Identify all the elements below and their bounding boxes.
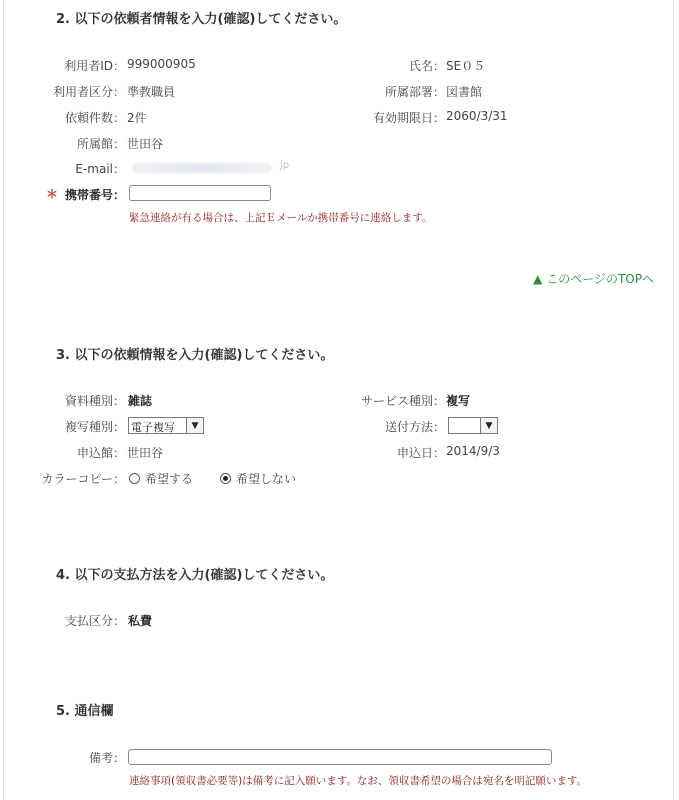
apply-library-value: 世田谷 [127, 446, 164, 460]
required-mark: ＊ [46, 187, 59, 201]
user-id-label: 利用者ID： [64, 59, 125, 73]
user-id-value: 999000905 [127, 57, 196, 71]
dept-label: 所属部署： [384, 85, 445, 99]
copy-type-select[interactable] [128, 417, 204, 434]
color-copy-label: カラーコピー： [41, 472, 125, 486]
email-suffix: jp [280, 160, 290, 171]
apply-date-value: 2014/9/3 [446, 444, 500, 458]
mobile-input[interactable] [129, 185, 271, 201]
apply-date-label: 申込日： [396, 446, 445, 460]
chevron-down-icon: ▼ [480, 418, 497, 433]
service-value: 複写 [446, 394, 471, 408]
expiry-label: 有効期限日： [372, 111, 445, 125]
remarks-label: 備考： [88, 751, 125, 765]
material-label: 資料種別： [64, 394, 125, 408]
user-type-label: 利用者区分： [52, 85, 125, 99]
expiry-value: 2060/3/31 [446, 109, 508, 123]
remarks-note: 連絡事項(領収書必要等)は備考に記入願います。なお、領収書希望の場合は宛名を明記願います。 [129, 775, 588, 787]
payment-label: 支払区分： [64, 614, 125, 628]
mobile-label: 携帯番号： [64, 188, 125, 202]
section2-title: 2. 以下の依頼者情報を入力(確認)してください。 [56, 12, 347, 27]
copy-type-label: 複写種別： [64, 420, 125, 434]
color-yes-label[interactable]: 希望する [145, 472, 194, 486]
mobile-note: 緊急連絡が有る場合は、上記Ｅメールか携帯番号に連絡します。 [129, 212, 433, 224]
email-label: E-mail： [75, 162, 125, 176]
section5-title: 5. 通信欄 [56, 704, 114, 719]
apply-library-label: 申込館： [76, 446, 125, 460]
name-label: 氏名： [408, 59, 445, 73]
chevron-down-icon: ▼ [186, 418, 203, 433]
color-yes-radio[interactable] [129, 473, 140, 484]
color-no-radio[interactable] [220, 473, 231, 484]
count-label: 依頼件数： [64, 111, 125, 125]
remarks-input[interactable] [128, 749, 552, 765]
name-value: SE０５ [446, 59, 486, 73]
payment-value: 私費 [128, 614, 153, 628]
library-value: 世田谷 [127, 137, 164, 151]
delivery-label: 送付方法： [384, 420, 445, 434]
copy-type-selected: 電子複写 [131, 421, 175, 434]
material-value: 雑誌 [128, 394, 153, 408]
library-label: 所属館： [76, 137, 125, 151]
user-type-value: 準教職員 [127, 85, 176, 99]
dept-value: 図書館 [446, 85, 483, 99]
email-redacted [132, 163, 272, 173]
section4-title: 4. 以下の支払方法を入力(確認)してください。 [56, 568, 334, 583]
color-no-label[interactable]: 希望しない [236, 472, 297, 486]
service-label: サービス種別： [360, 394, 445, 408]
section3-title: 3. 以下の依頼情報を入力(確認)してください。 [56, 348, 334, 363]
page-top-link[interactable]: ▲ このページのTOPへ [533, 272, 654, 286]
count-value: 2件 [127, 111, 147, 125]
delivery-select[interactable] [448, 417, 498, 434]
